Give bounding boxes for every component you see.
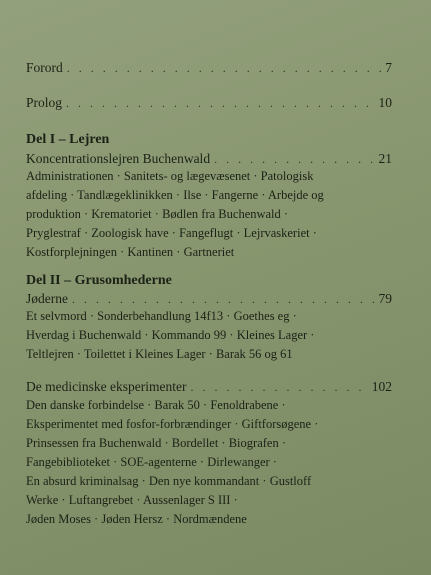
toc-entry-title: Prolog [26,95,63,110]
dot-leader [72,292,375,307]
toc-entry-title: De medicinske eksperimenter [26,379,187,394]
subtopic-line: Teltlejren · Toilettet i Kleines Lager · Barak 56 og 61 [26,347,293,361]
toc-entry-page: 21 [378,151,392,166]
toc-entry-prolog [26,95,392,111]
toc-entry-page: 7 [385,60,392,75]
toc-entry-title: Forord [26,60,63,75]
dot-leader [214,152,374,167]
dot-leader [67,61,382,76]
part-heading-2: Del II – Grusomhederne [26,273,172,288]
subtopics-part3 [26,396,396,529]
toc-entry-page: 10 [378,95,392,110]
subtopics-part1 [26,167,396,262]
subtopic-line: Prinsessen fra Buchenwald · Bordellet · Biografen · [26,436,286,450]
toc-entry-title: Koncentrationslejren Buchenwald [26,151,211,166]
subtopics-part2 [26,307,396,364]
dot-leader [190,380,367,395]
toc-entry-page: 102 [371,379,392,394]
toc-entry-medicinske [26,379,392,395]
subtopic-line: Pryglestraf · Zoologisk have · Fangeflugt · Lejrvaskeriet · [26,226,317,240]
subtopic-line: Et selvmord · Sonderbehandlung 14f13 · Goethes eg · [26,309,297,323]
toc-entry-joderne [26,291,392,307]
subtopic-line: produktion · Krematoriet · Bødlen fra Buchenwald · [26,207,289,221]
part-heading-1: Del I – Lejren [26,132,110,147]
subtopic-line: Werke · Luftangrebet · Aussenlager S III · [26,493,238,507]
subtopic-line: En absurd kriminalsag · Den nye kommandant · Gustloff [26,474,312,488]
subtopic-line: Administrationen · Sanitets- og lægevæsenet · Patologisk [26,169,314,183]
subtopic-line: Eksperimentet med fosfor-forbrændinger · Giftforsøgene · [26,417,319,431]
subtopic-line: Kostforplejningen · Kantinen · Gartneriet [26,245,235,259]
subtopic-line: Hverdag i Buchenwald · Kommando 99 · Kleines Lager · [26,328,315,342]
subtopic-line: afdeling · Tandlægeklinikken · Ilse · Fangerne · Arbejde og [26,188,324,202]
dot-leader [66,96,374,111]
toc-entry-koncentrationslejren [26,151,392,167]
subtopic-line: Den danske forbindelse · Barak 50 · Fenoldrabene · [26,398,286,412]
toc-entry-forord [26,60,392,76]
subtopic-line: Jøden Moses · Jøden Hersz · Nordmændene [26,512,247,526]
subtopic-line: Fangebiblioteket · SOE-agenterne · Dirlewanger · [26,455,277,469]
toc-entry-page: 79 [378,291,392,306]
toc-entry-title: Jøderne [26,291,68,306]
